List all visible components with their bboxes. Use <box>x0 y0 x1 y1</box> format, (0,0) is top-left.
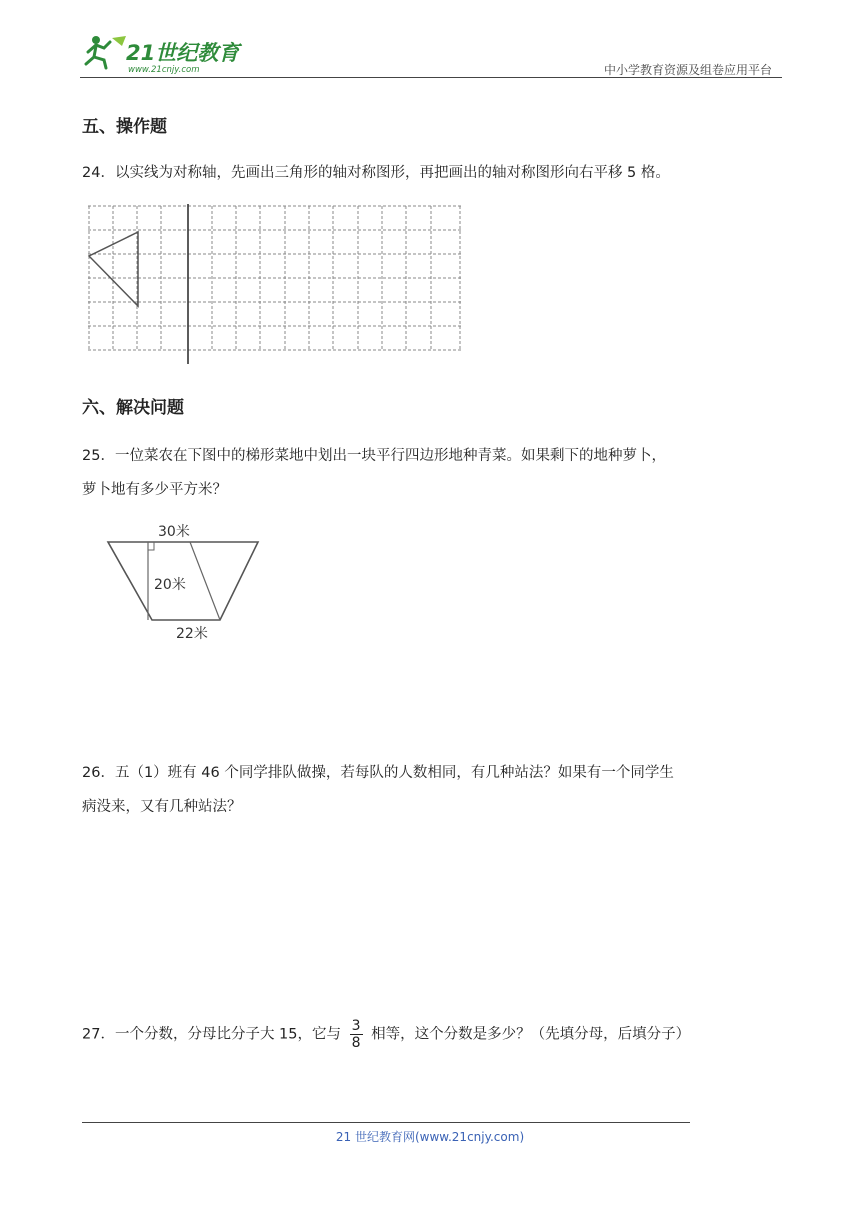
right-angle-mark <box>148 542 154 550</box>
question-26-line1: 26．五（1）班有 46 个同学排队做操，若每队的人数相同，有几种站法？如果有一个同学生 <box>82 765 674 781</box>
question-27-after: 相等，这个分数是多少？（先填分母，后填分子） <box>371 1026 691 1043</box>
question-24: 24．以实线为对称轴，先画出三角形的轴对称图形，再把画出的轴对称图形向右平移 5 格。 <box>82 165 670 181</box>
fraction-denominator: 8 <box>351 1035 361 1051</box>
header-divider <box>80 77 782 78</box>
label-bottom-22m: 22米 <box>176 626 208 642</box>
fraction-numerator: 3 <box>351 1018 361 1034</box>
section-title-five: 五、操作题 <box>82 117 167 137</box>
question-27-before: 27．一个分数，分母比分子大 15，它与 <box>82 1026 342 1043</box>
question-27 <box>82 1018 782 1051</box>
runner-icon <box>86 36 126 68</box>
question-25-line2: 萝卜地有多少平方米？ <box>82 482 227 498</box>
label-top-30m: 30米 <box>158 524 190 540</box>
parallelogram-side <box>190 542 220 620</box>
footer-link[interactable]: 21 世纪教育网(www.21cnjy.com) <box>335 1130 525 1144</box>
logo-url: www.21cnjy.com <box>128 65 200 75</box>
footer-divider <box>82 1122 690 1123</box>
site-tagline: 中小学教育资源及组卷应用平台 <box>603 63 772 77</box>
fraction-3-8 <box>350 1018 363 1051</box>
label-height-20m: 20米 <box>154 577 186 593</box>
question-26-line2: 病没来，又有几种站法？ <box>82 799 242 815</box>
question-25-line1: 25．一位菜农在下图中的梯形菜地中划出一块平行四边形地种青菜。如果剩下的地种萝卜， <box>82 448 666 464</box>
logo-text: 21世纪教育 <box>126 41 240 65</box>
symmetry-grid-figure <box>88 204 464 366</box>
section-title-six: 六、解决问题 <box>82 398 184 418</box>
grid-lines <box>88 206 461 350</box>
site-logo <box>82 30 252 76</box>
trapezoid-figure <box>104 516 264 646</box>
